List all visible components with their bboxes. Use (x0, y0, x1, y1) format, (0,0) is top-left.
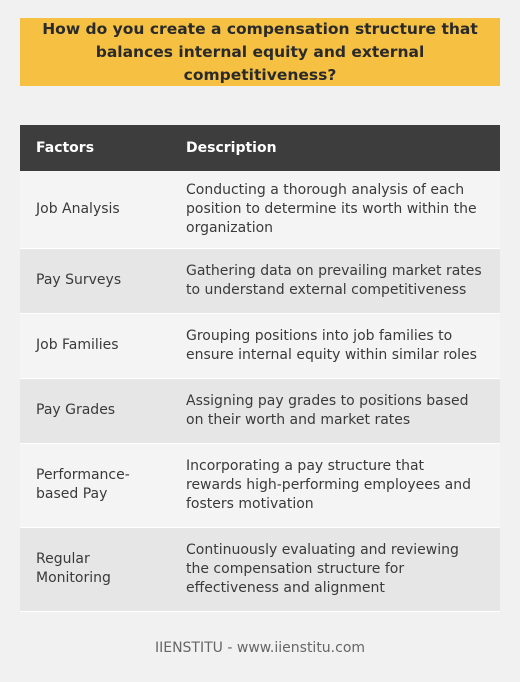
factor-cell: Pay Surveys (20, 248, 170, 313)
factor-cell: Job Families (20, 313, 170, 378)
factor-cell: Performance-based Pay (20, 443, 170, 527)
description-cell: Gathering data on prevailing market rates to understand external competitiveness (170, 248, 500, 313)
table-row (20, 443, 500, 527)
description-cell: Conducting a thorough analysis of each position to determine its worth within the organization (170, 171, 500, 248)
factor-cell: Pay Grades (20, 378, 170, 443)
table-row (20, 378, 500, 443)
title-banner (20, 18, 500, 86)
factor-cell: Job Analysis (20, 171, 170, 248)
description-cell: Grouping positions into job families to ensure internal equity within similar roles (170, 313, 500, 378)
factor-cell: Regular Monitoring (20, 527, 170, 611)
table-row (20, 313, 500, 378)
description-cell: Continuously evaluating and reviewing the compensation structure for effectiveness and alignment (170, 527, 500, 611)
description-cell: Incorporating a pay structure that rewards high-performing employees and fosters motivation (170, 443, 500, 527)
footer-credit: IIENSTITU - www.iienstitu.com (154, 640, 366, 656)
table-row (20, 248, 500, 313)
page-title: How do you create a compensation structure that balances internal equity and external competitiveness? (42, 19, 478, 84)
factors-table (20, 125, 500, 612)
column-header-description: Description (170, 125, 500, 171)
description-cell: Assigning pay grades to positions based on their worth and market rates (170, 378, 500, 443)
table-row (20, 527, 500, 611)
column-header-factors: Factors (20, 125, 170, 171)
table-row (20, 171, 500, 248)
table-header-row (20, 125, 500, 171)
